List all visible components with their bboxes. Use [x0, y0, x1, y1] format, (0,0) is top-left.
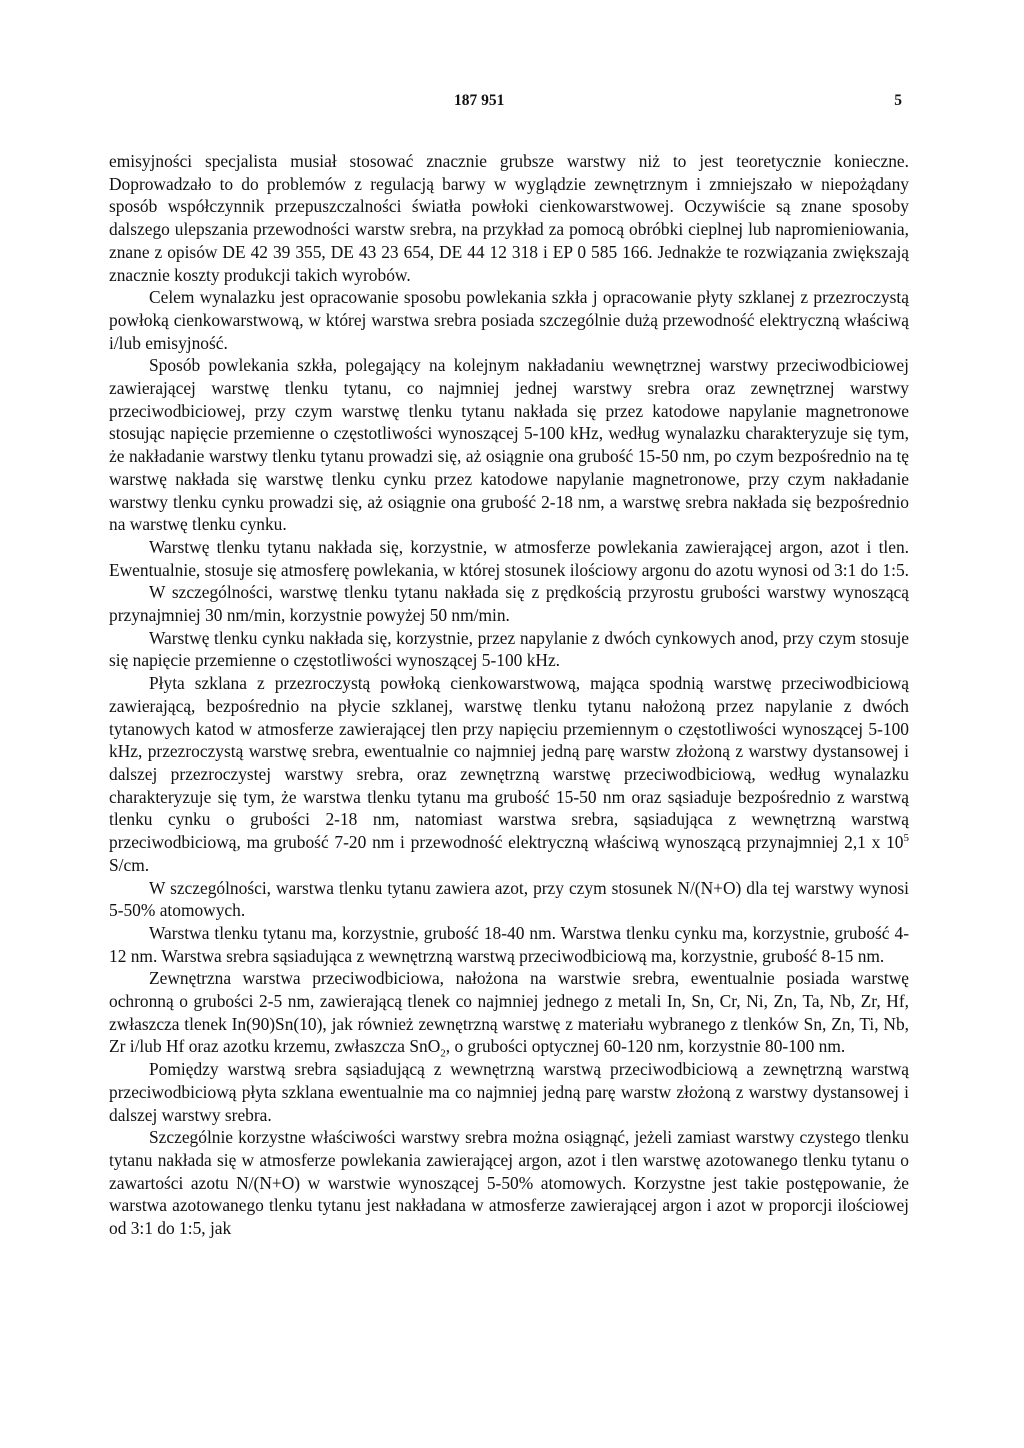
paragraph: W szczególności, warstwa tlenku tytanu zawiera azot, przy czym stosunek N/(N+O) dla tej warstwy wynosi 5-50% atomowych. [109, 877, 909, 921]
paragraph [109, 967, 909, 1058]
paragraph-text: Zewnętrzna warstwa przeciwodbiciowa, nałożona na warstwie srebra, ewentualnie posiada warstwę ochronną o grubości 2-5 nm, zawierającą tlenek co najmniej jednego z metali In, Sn, Cr, Ni, Zn, Ta, Nb, Zr, Hf, zwłaszcza tlenek In(90)Sn(10), jak również zewnętrzną warstwę z materiału wybranego z tlenków Sn, Zn, Ti, Nb, Zr i/lub Hf oraz azotku krzemu, zwłaszcza SnO [109, 968, 909, 1057]
paragraph-text-tail: , o grubości optycznej 60-120 nm, korzystnie 80-100 nm. [445, 1036, 846, 1057]
patent-number: 187 951 [454, 92, 505, 109]
paragraph [109, 672, 909, 876]
paragraph: Sposób powlekania szkła, polegający na kolejnym nakładaniu wewnętrznej warstwy przeciwodbiciowej zawierającej warstwę tlenku tytanu, co najmniej jednej warstwy srebra oraz zewnętrznej warstwy przeciwodbiciowej, przy czym warstwę tlenku tytanu nakłada się przez katodowe napylanie magnetronowe stosując napięcie przemienne o częstotliwości wynoszącej 5-100 kHz, według wynalazku charakteryzuje się tym, że nakładanie warstwy tlenku tytanu prowadzi się, aż osiągnie ona grubość 15-50 nm, po czym bezpośrednio na tę warstwę nakłada się warstwę tlenku cynku przez katodowe napylanie magnetronowe, przy czym nakładanie warstwy tlenku cynku prowadzi się, aż osiągnie ona grubość 2-18 nm, a warstwę srebra nakłada się bezpośrednio na warstwę tlenku cynku. [109, 355, 909, 535]
subscript: 2 [440, 1047, 446, 1060]
paragraph-text: Płyta szklana z przezroczystą powłoką cienkowarstwową, mająca spodnią warstwę przeciwodbiciową zawierającą, bezpośrednio na płycie szklanej, warstwę tlenku tytanu nałożoną przez napylanie z dwóch tytanowych katod w atmosferze zawierającej tlen przy napięciu przemiennym o częstotliwości wynoszącej 5-100 kHz, przezroczystą warstwę srebra, ewentualnie co najmniej jedną parę warstw złożoną z warstwy dystansowej i dalszej przezroczystej warstwy srebra, oraz zewnętrzną warstwę przeciwodbiciową, według wynalazku charakteryzuje się tym, że warstwa tlenku tytanu ma grubość 15-50 nm oraz sąsiaduje bezpośrednio z warstwą tlenku cynku o grubości 2-18 nm, natomiast warstwa srebra, sąsiadująca z wewnętrzną warstwą przeciwodbiciową, ma grubość 7-20 nm i przewodność elektryczną właściwą wynoszącą przynajmniej 2,1 x 10 [109, 673, 909, 853]
paragraph: Pomiędzy warstwą srebra sąsiadującą z wewnętrzną warstwą przeciwodbiciową a zewnętrzną warstwą przeciwodbiciową płyta szklana ewentualnie ma co najmniej jedną parę warstw złożoną z warstwy dystansowej i dalszej warstwy srebra. [109, 1059, 909, 1125]
document-body [109, 150, 909, 1240]
paragraph: Warstwa tlenku tytanu ma, korzystnie, grubość 18-40 nm. Warstwa tlenku cynku ma, korzystnie, grubość 4-12 nm. Warstwa srebra sąsiadująca z wewnętrzną warstwą przeciwodbiciową ma, korzystnie, grubość 8-15 nm. [109, 922, 909, 966]
paragraph: W szczególności, warstwę tlenku tytanu nakłada się z prędkością przyrostu grubości warstwy wynoszącą przynajmniej 30 nm/min, korzystnie powyżej 50 nm/min. [109, 582, 909, 626]
paragraph: Warstwę tlenku cynku nakłada się, korzystnie, przez napylanie z dwóch cynkowych anod, przy czym stosuje się napięcie przemienne o częstotliwości wynoszącej 5-100 kHz. [109, 627, 909, 671]
paragraph: Szczególnie korzystne właściwości warstwy srebra można osiągnąć, jeżeli zamiast warstwy czystego tlenku tytanu nakłada się w atmosferze powlekania zawierającej argon, azot i tlen warstwę azotowanego tlenku tytanu o zawartości azotu N/(N+O) w warstwie wynoszącej 5-50% atomowych. Korzystne jest takie postępowanie, że warstwa azotowanego tlenku tytanu jest nakładana w atmosferze zawierającej argon i azot w proporcji ilościowej od 3:1 do 1:5, jak [109, 1127, 909, 1239]
paragraph-text-tail: S/cm. [109, 854, 150, 875]
paragraph: Celem wynalazku jest opracowanie sposobu powlekania szkła j opracowanie płyty szklanej z przezroczystą powłoką cienkowarstwową, w której warstwa srebra posiada szczególnie dużą przewodność elektryczną właściwą i/lub emisyjność. [109, 287, 909, 353]
paragraph: emisyjności specjalista musiał stosować znacznie grubsze warstwy niż to jest teoretycznie konieczne. Doprowadzało to do problemów z regulacją barwy w wyglądzie zewnętrznym i zmniejszało w niepożądany sposób współczynnik przepuszczalności światła powłoki cienkowarstwowej. Oczywiście są znane sposoby dalszego ulepszania przewodności warstw srebra, na przykład za pomocą obróbki cieplnej lub napromieniowania, znane z opisów DE 42 39 355, DE 43 23 654, DE 44 12 318 i EP 0 585 166. Jednakże te rozwiązania zwiększają znacznie koszty produkcji takich wyrobów. [109, 151, 909, 285]
superscript: 5 [903, 832, 909, 845]
paragraph: Warstwę tlenku tytanu nakłada się, korzystnie, w atmosferze powlekania zawierającej argon, azot i tlen. Ewentualnie, stosuje się atmosferę powlekania, w której stosunek ilościowy argonu do azotu wynosi od 3:1 do 1:5. [109, 536, 909, 580]
page-number: 5 [894, 92, 902, 109]
page-header [0, 92, 1024, 116]
